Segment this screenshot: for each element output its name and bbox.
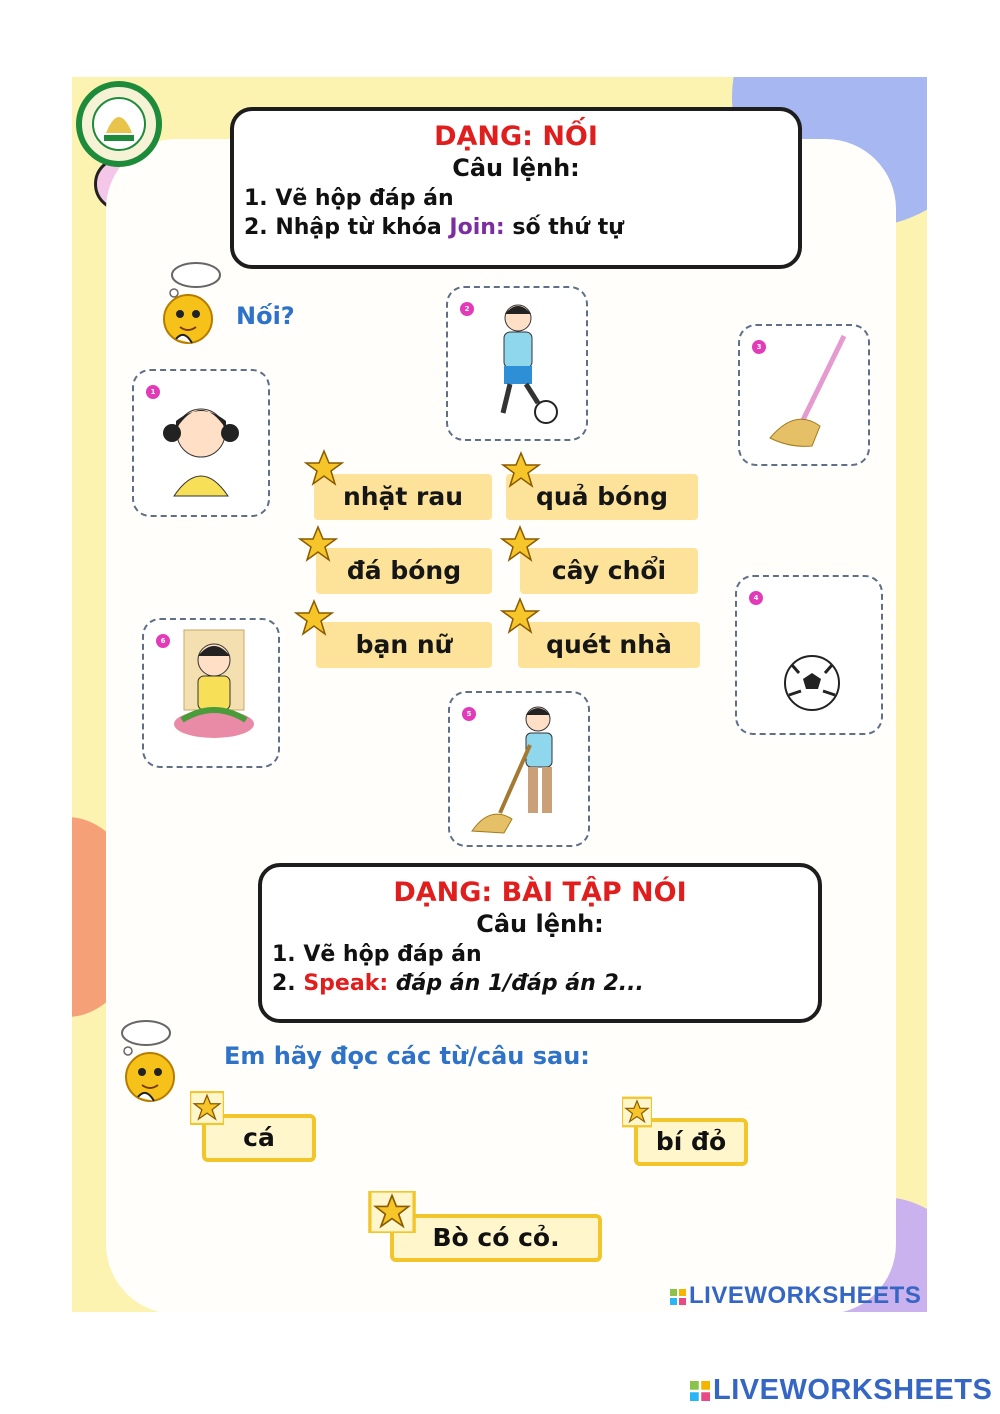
word-card[interactable]: bạn nữ	[316, 622, 492, 668]
star-icon	[304, 449, 344, 487]
thinking-smiley-icon	[116, 1017, 184, 1107]
school-logo-icon	[76, 81, 162, 167]
liveworksheets-logo-icon	[690, 1381, 710, 1401]
word-card[interactable]: đá bóng	[316, 548, 492, 594]
word-card[interactable]: cây chổi	[520, 548, 698, 594]
star-icon	[294, 599, 334, 637]
picture-number: 5	[462, 707, 476, 721]
star-icon	[368, 1191, 416, 1233]
worksheet-page	[72, 77, 927, 1312]
read-item[interactable]: Bò có cỏ.	[390, 1214, 602, 1262]
picture-number: 1	[146, 385, 160, 399]
instruction-subtitle: Câu lệnh:	[452, 154, 580, 182]
star-icon	[500, 597, 540, 635]
instruction-title: DẠNG: BÀI TẬP NÓI	[393, 877, 687, 908]
picture-number: 6	[156, 634, 170, 648]
picture-number: 2	[460, 302, 474, 316]
star-icon	[500, 525, 540, 563]
question-join: Nối?	[236, 302, 295, 330]
speak-keyword: Speak:	[303, 971, 389, 996]
star-icon	[190, 1091, 224, 1125]
instruction-line-2: 2. Speak: đáp án 1/đáp án 2...	[272, 971, 644, 996]
picture-card-3[interactable]	[738, 324, 870, 466]
instruction-line-2: 2. Nhập từ khóa Join: số thứ tự	[244, 215, 624, 240]
liveworksheets-watermark: LIVEWORKSHEETS	[670, 1282, 921, 1310]
picture-card-4[interactable]	[735, 575, 883, 735]
picture-card-5[interactable]	[448, 691, 590, 847]
thinking-smiley-icon	[154, 259, 222, 349]
picture-card-1[interactable]	[132, 369, 270, 517]
join-keyword: Join:	[449, 215, 505, 240]
liveworksheets-logo-icon	[670, 1289, 686, 1305]
word-card[interactable]: nhặt rau	[314, 474, 492, 520]
picture-number: 3	[752, 340, 766, 354]
picture-card-6[interactable]	[142, 618, 280, 768]
read-item[interactable]: cá	[202, 1114, 316, 1162]
instruction-line-1: 1. Vẽ hộp đáp án	[244, 186, 454, 211]
star-icon	[501, 451, 541, 489]
liveworksheets-footer[interactable]: LIVEWORKSHEETS	[690, 1374, 992, 1407]
picture-card-2[interactable]	[446, 286, 588, 441]
picture-number: 4	[749, 591, 763, 605]
read-item[interactable]: bí đỏ	[634, 1118, 748, 1166]
word-card[interactable]: quét nhà	[518, 622, 700, 668]
instruction-line-1: 1. Vẽ hộp đáp án	[272, 942, 482, 967]
instruction-box-join	[230, 107, 802, 269]
instruction-box-speak	[258, 863, 822, 1023]
instruction-subtitle: Câu lệnh:	[476, 910, 604, 938]
word-card[interactable]: quả bóng	[506, 474, 698, 520]
question-read: Em hãy đọc các từ/câu sau:	[224, 1042, 590, 1070]
instruction-title: DẠNG: NỐI	[434, 121, 598, 152]
star-icon	[298, 525, 338, 563]
star-icon	[622, 1095, 652, 1129]
